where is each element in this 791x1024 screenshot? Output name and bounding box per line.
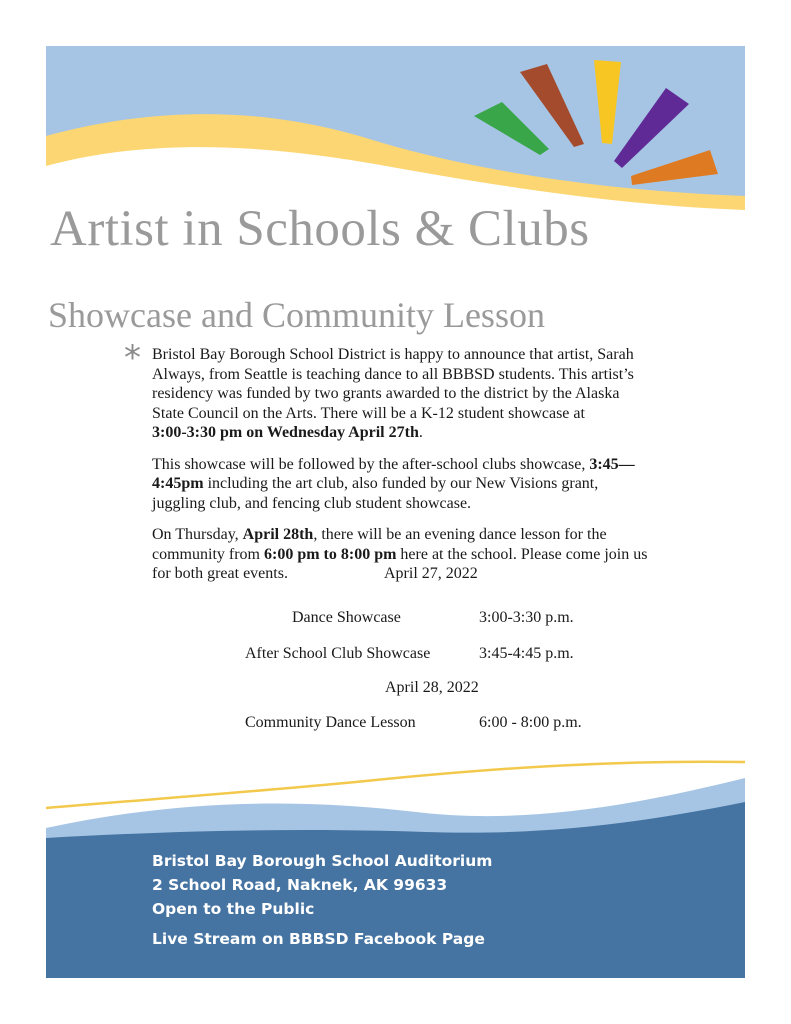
asterisk-icon: * [124,338,141,378]
access-note: Open to the Public [152,900,315,918]
schedule-event: After School Club Showcase [245,645,431,662]
schedule-event: Community Dance Lesson [245,714,416,731]
announcement-body [152,345,724,596]
venue-address: 2 School Road, Naknek, AK 99633 [152,876,448,894]
showcase-time: 3:00-3:30 pm on Wednesday April 27th [152,424,419,441]
paragraph-clubs: This showcase will be followed by the after-school clubs showcase, 3:45— 4:45pm including the art club, also funded by our New Visions grant, juggling club, and fencing club student showcase. [152,455,635,512]
date-april-28: April 28, 2022 [385,679,479,696]
schedule-time: 6:00 - 8:00 p.m. [479,714,582,731]
livestream-note: Live Stream on BBBSD Facebook Page [152,930,485,948]
footer-info [152,852,492,948]
paragraph-intro: Bristol Bay Borough School District is happy to announce that artist, Sarah Always, from Seattle is teaching dance to all BBBSD students. This artist’s residency was funded by two grants awarded to the district by the Alaska State Council on the Arts. There will be a K-12 student showcase at 3:00-3:30 pm on Wednesday April 27th. [152,346,634,441]
schedule-event: Dance Showcase [292,609,401,626]
schedule-time: 3:00-3:30 p.m. [479,609,574,626]
date-april-27: April 27, 2022 [384,565,478,582]
header-banner [46,46,745,216]
venue-name: Bristol Bay Borough School Auditorium [152,852,493,870]
schedule-time: 3:45-4:45 p.m. [479,645,574,662]
page-subtitle: Showcase and Community Lesson [48,295,545,335]
paragraph-lesson: On Thursday, April 28th, there will be an evening dance lesson for the community from 6:00 pm to 8:00 pm here at the school. Please come join us for both great events. April 27, 2022 [152,526,648,582]
page-title: Artist in Schools & Clubs [50,201,590,257]
